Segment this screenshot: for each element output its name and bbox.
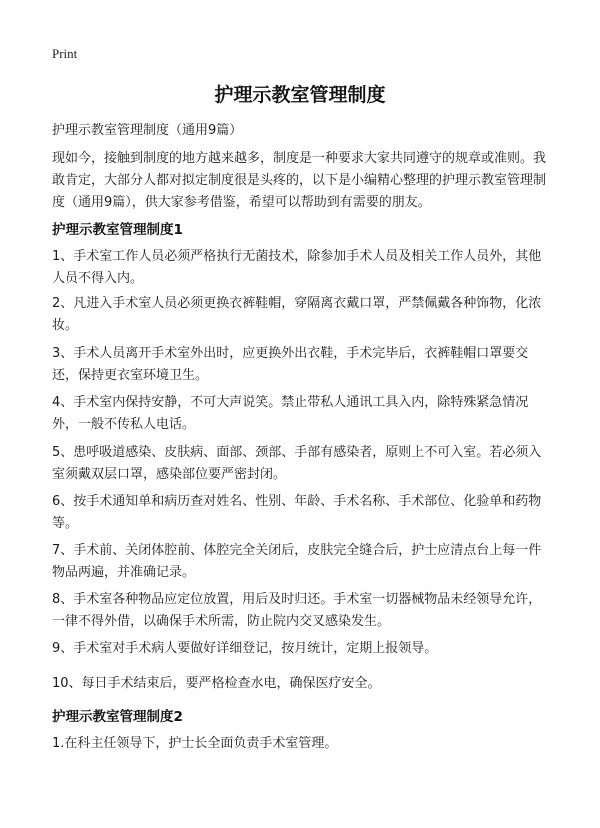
list-item: 4、手术室内保持安静，不可大声说笑。禁止带私人通讯工具入内，除特殊紧急情况外，一般不传私人电话。 <box>52 395 529 432</box>
list-item: 1、手术室工作人员必须严格执行无菌技术，除参加手术人员及相关工作人员外，其他人员不得入内。 <box>52 249 542 286</box>
list-item: 5、患呼吸道感染、皮肤病、面部、颈部、手部有感染者，原则上不可入室。若必须入室须戴双层口罩，感染部位要严密封闭。 <box>52 445 542 482</box>
list-item: 1.在科主任领导下，护士长全面负责手术室管理。 <box>52 736 338 751</box>
list-item: 7、手术前、关闭体腔前、体腔完全关闭后，皮肤完全缝合后，护士应清点台上每一件物品两遍，并准确记录。 <box>52 543 542 580</box>
list-item: 2、凡进入手术室人员必须更换衣裤鞋帽，穿隔离衣戴口罩，严禁佩戴各种饰物，化浓妆。 <box>52 296 542 333</box>
list-item: 3、手术人员离开手术室外出时，应更换外出衣鞋，手术完毕后，衣裤鞋帽口罩要交还，保持更衣室环境卫生。 <box>52 346 529 383</box>
list-item: 6、按手术通知单和病历查对姓名、性别、年龄、手术名称、手术部位、化验单和药物等。 <box>52 494 542 531</box>
list-item: 8、手术室各种物品应定位放置，用后及时归还。手术室一切器械物品未经领导允许，一律不得外借，以确保手术所需，防止院内交叉感染发生。 <box>52 592 542 629</box>
list-item: 10、每日手术结束后，要严格检查水电，确保医疗安全。 <box>52 676 381 691</box>
intro-paragraph: 现如今，接触到制度的地方越来越多，制度是一种要求大家共同遵守的规章或准则。我敢肯定，大部分人都对拟定制度很是头疼的，以下是小编精心整理的护理示教室管理制度（通用9篇），供大家参考借鉴，希望可以帮助到有需要的朋友。 <box>52 151 547 210</box>
section-heading: 护理示教室管理制度1 <box>52 222 183 238</box>
page-title: 护理示教室管理制度 <box>214 84 386 106</box>
print-link[interactable]: Print <box>52 46 78 61</box>
section-heading: 护理示教室管理制度2 <box>52 709 183 725</box>
list-item: 9、手术室对手术病人要做好详细登记，按月统计，定期上报领导。 <box>52 641 438 656</box>
intro-subtitle: 护理示教室管理制度（通用9篇） <box>52 123 243 138</box>
